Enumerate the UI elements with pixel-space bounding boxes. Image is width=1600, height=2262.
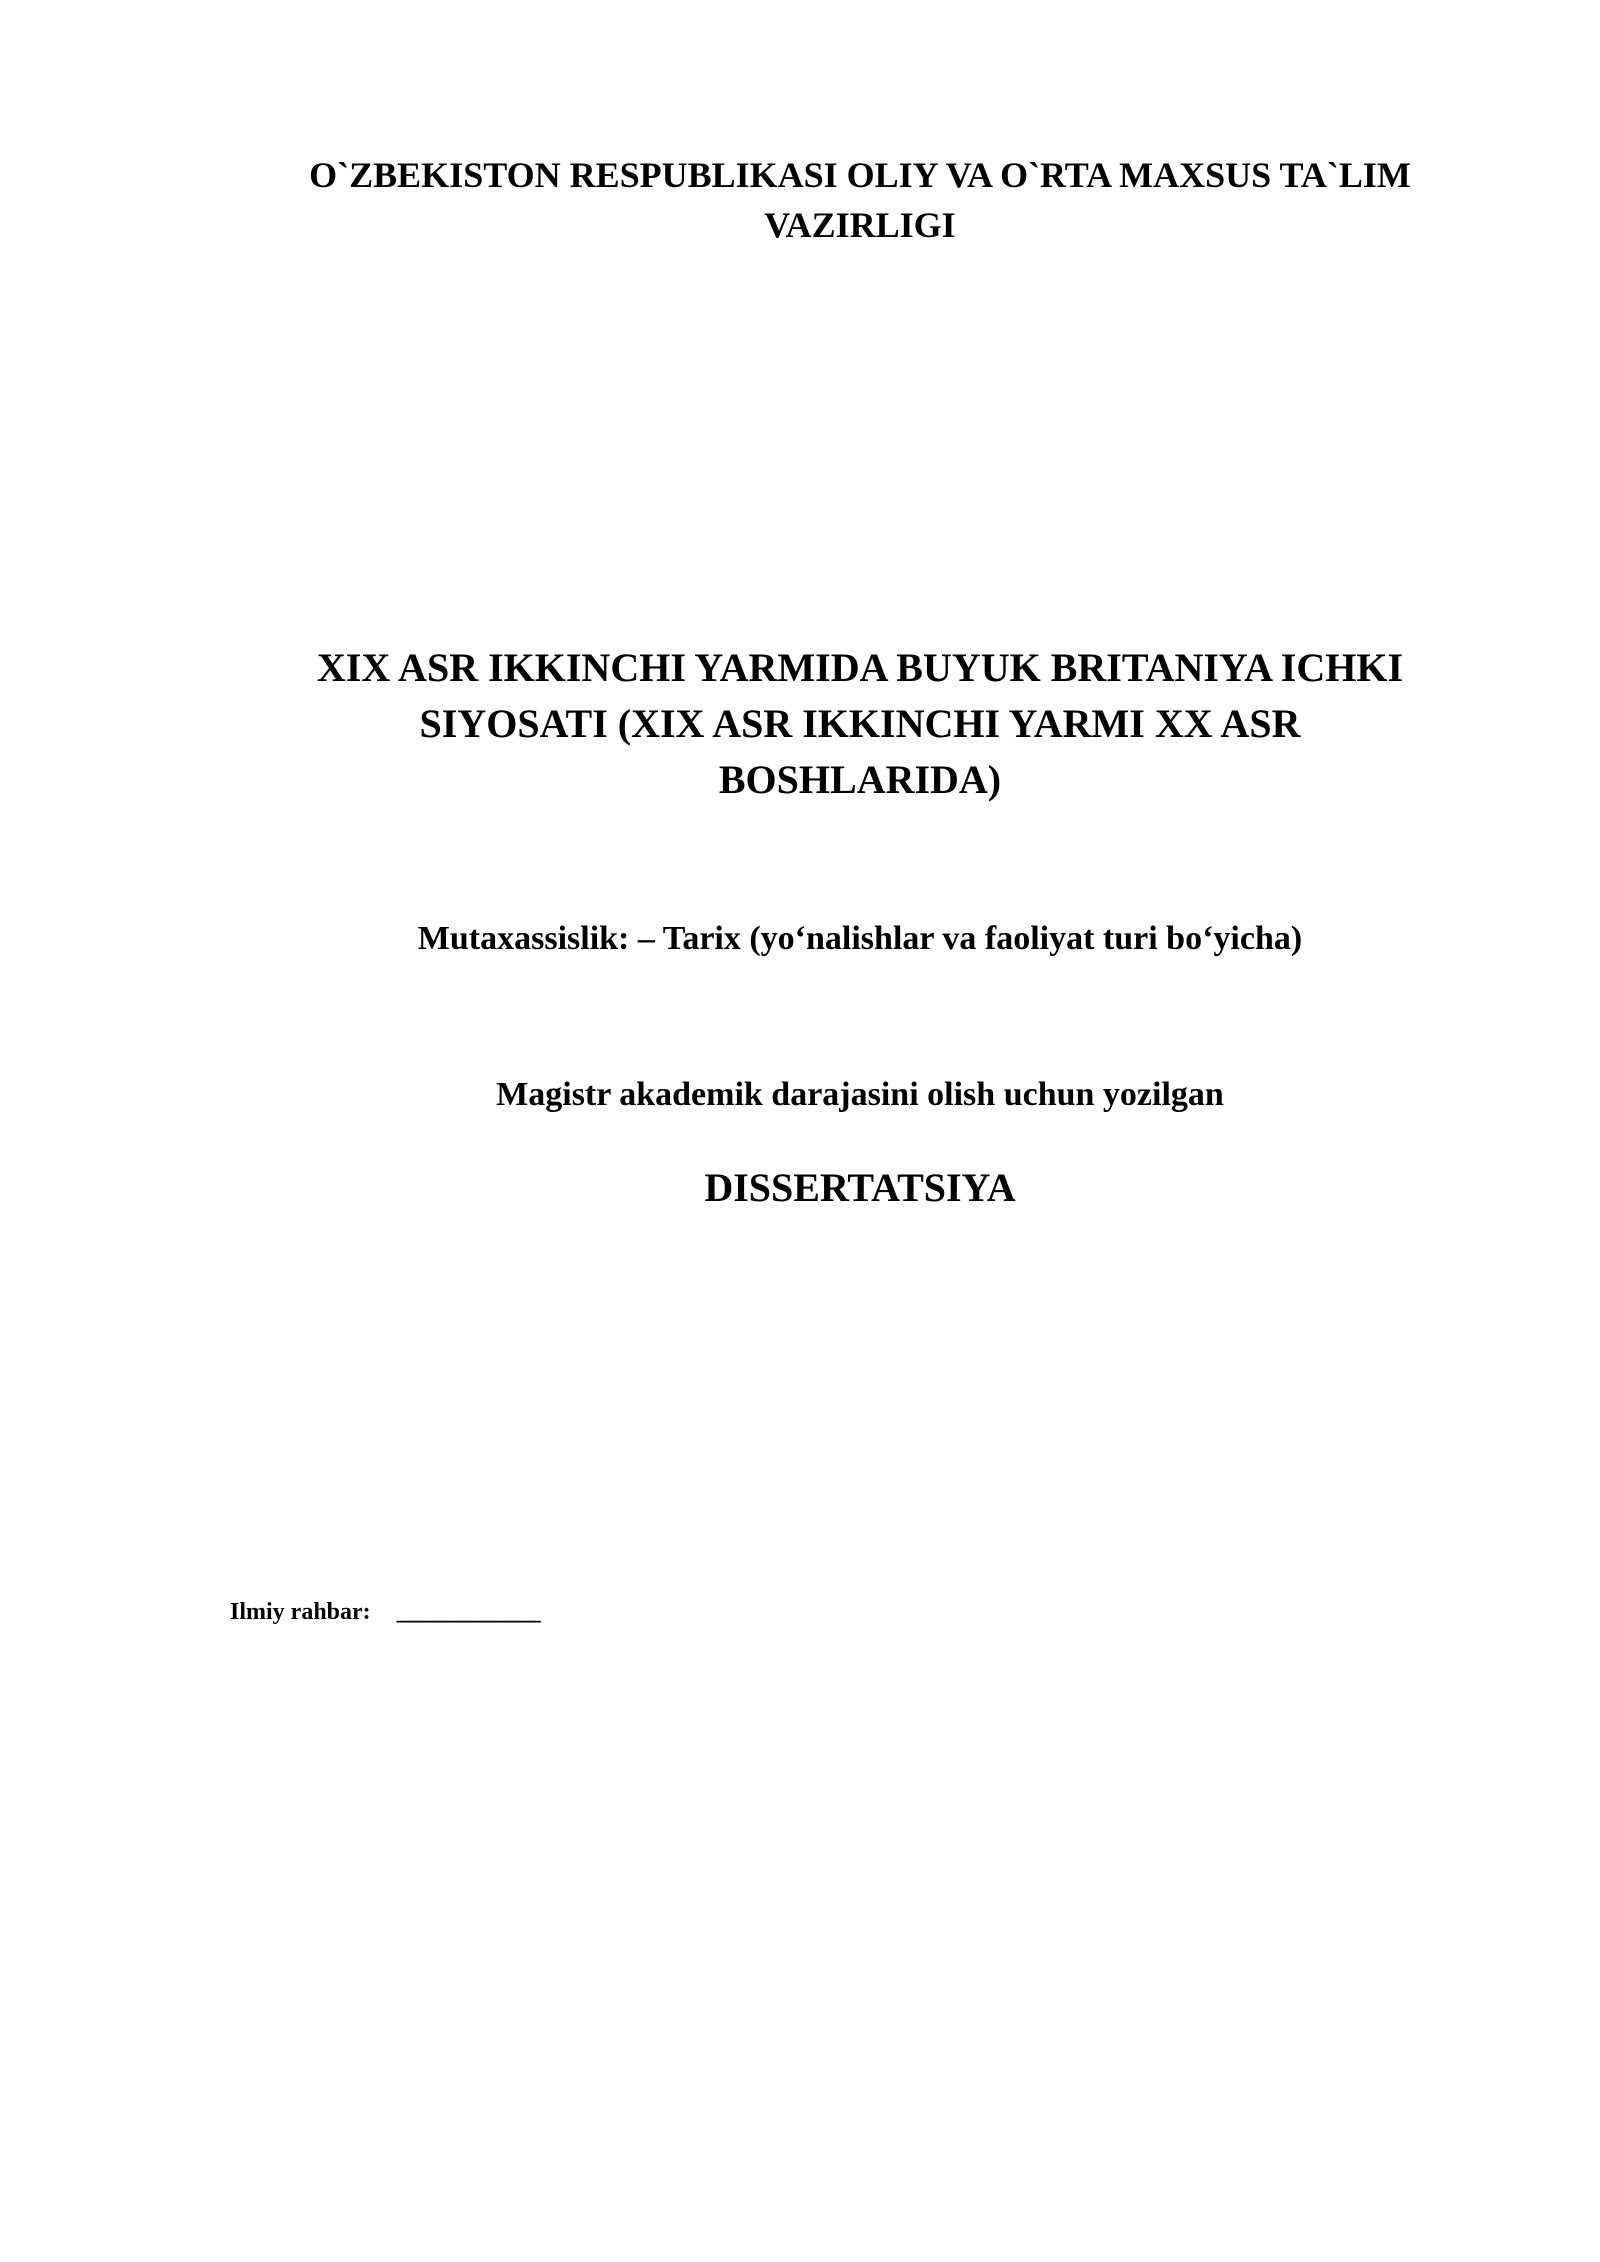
specialty-line: Mutaxassislik: – Tarix (yo‘nalishlar va faoliyat turi bo‘yicha) bbox=[417, 920, 1303, 957]
ministry-line-1: O`ZBEKISTON RESPUBLIKASI OLIY VA O`RTA MAXSUS TA`LIM bbox=[309, 155, 1411, 195]
title-line-3: BOSHLARIDA) bbox=[718, 757, 1002, 802]
document-type: DISSERTATSIYA bbox=[704, 1165, 1016, 1210]
title-line-2: SIYOSATI (XIX ASR IKKINCHI YARMI XX ASR bbox=[419, 701, 1301, 746]
advisor-label: Ilmiy rahbar: bbox=[230, 1599, 371, 1625]
advisor-signature-line: ____________ bbox=[396, 1599, 541, 1625]
advisor-row bbox=[230, 1596, 541, 1628]
ministry-header bbox=[240, 150, 1480, 250]
degree-note: Magistr akademik darajasini olish uchun yozilgan bbox=[496, 1076, 1224, 1113]
title-line-1: XIX ASR IKKINCHI YARMIDA BUYUK BRITANIYA ICHKI bbox=[316, 645, 1404, 690]
dissertation-title bbox=[240, 640, 1480, 808]
ministry-line-2: VAZIRLIGI bbox=[764, 205, 956, 245]
